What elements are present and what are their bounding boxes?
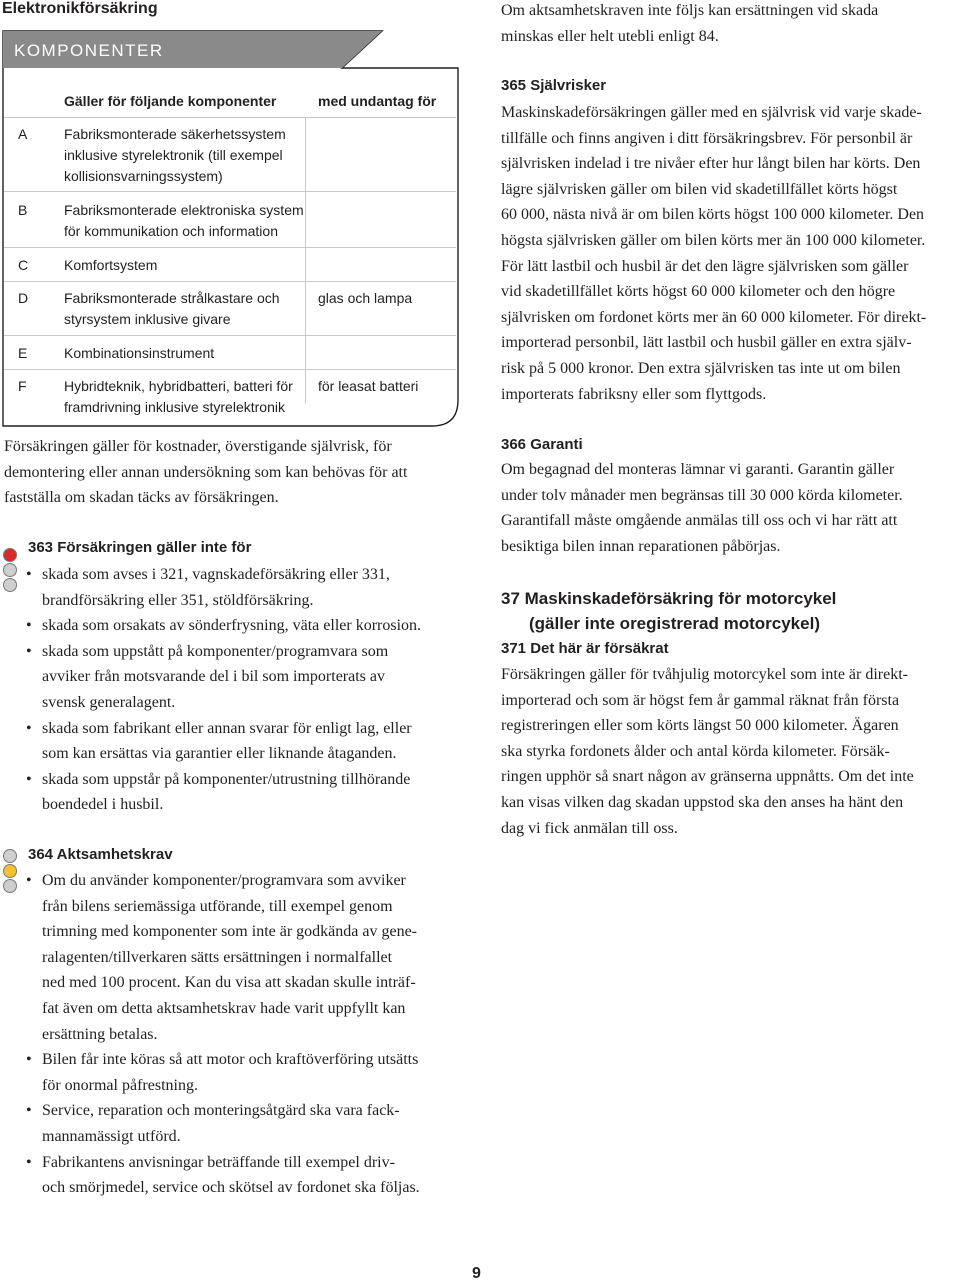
row-divider bbox=[4, 117, 456, 118]
section-371-heading: 371 Det här är försäkrat bbox=[501, 640, 669, 657]
aktsamhet-continuation: Om aktsamhetskraven inte följs kan ersättningen vid skada minskas eller helt utebli enligt 84. bbox=[501, 2, 879, 45]
col-header-except: med undantag för bbox=[318, 93, 437, 109]
row-letter: A bbox=[18, 126, 28, 142]
section-365-text: Maskinskadeförsäkringen gäller med en självrisk vid varje skade- tillfälle och finns angiven i ditt försäkringsbrev. För personbil är självrisken indelad i tre nivåer efter hur långt bilen har körts. Den lägre självrisken gäller om bilen vid skadetillfället körts högst 60 000, nästa nivå är om bilen körts högst 100 000 kilometer. Den högsta självrisken gäller om bilen körts mer än 100 000 kilometer. För lätt lastbil och husbil är det den lägre självrisken som gäller vid skadetillfället körts högst 60 000 kilometer och den högre självrisken om fordonet körts mer än 60 000 kilometer. För direkt- importerad personbil, lätt lastbil och husbil gäller en extra själv- risk på 5 000 kronor. Den extra självrisken tas inte ut om bilen importerats fabriksny eller som flyttgods. bbox=[501, 104, 927, 403]
list-item: • skada som fabrikant eller annan svarar för enligt lag, eller som kan ersättas via garantier eller liknande åtaganden. bbox=[24, 716, 464, 767]
list-item: • Fabrikantens anvisningar beträffande till exempel driv- och smörjmedel, service och skötsel av fordonet ska följas. bbox=[24, 1150, 464, 1201]
row-divider bbox=[4, 247, 456, 248]
traffic-light-red-icon bbox=[3, 548, 17, 593]
section-371-text: Försäkringen gäller för tvåhjulig motorcykel som inte är direkt- importerad och som är högst fem år gammal räknat från första registreringen eller som körts längst 50 000 kilometer. Ägaren ska styrka fordonets ålder och antal körda kilometer. Försäk- ringen upphör så snart någon av gränserna uppnåtts. Om det inte kan visas vilken dag skadan uppstod ska den anses ha hänt den dag vi fick anmälan till oss. bbox=[501, 666, 914, 837]
section-363-heading: 363 Försäkringen gäller inte för bbox=[28, 539, 252, 556]
page-header-title: Elektronikförsäkring bbox=[2, 0, 158, 17]
list-item: • Service, reparation och monteringsåtgärd ska vara fack- mannamässigt utförd. bbox=[24, 1098, 464, 1149]
list-item: • skada som uppstår på komponenter/utrustning tillhörande boendedel i husbil. bbox=[24, 767, 464, 818]
section-366-text: Om begagnad del monteras lämnar vi garanti. Garantin gäller under tolv månader men begränsas till 30 000 körda kilometer. Garantifall måste omgående anmälas till oss och vi har rätt att besiktiga bilen innan reparationen påbörjas. bbox=[501, 461, 903, 555]
list-item: • Om du använder komponenter/programvara som avviker från bilens seriemässiga utförande, till exempel genom trimning med komponenter som inte är godkända av gene- ralagenten/tillverkaren sätts ersättningen i normalfallet ned med 100 procent. Kan du visa att skadan skulle inträf- fat även om detta aktsamhetskrav hade varit uppfyllt kan ersättning betalas. bbox=[24, 868, 464, 1047]
list-item: • skada som uppstått på komponenter/programvara som avviker från motsvarande del i bil som importerats av svensk generalagent. bbox=[24, 639, 464, 716]
traffic-light-yellow-icon bbox=[3, 849, 17, 894]
row-divider bbox=[4, 191, 456, 192]
row-description: Kombinationsinstrument bbox=[64, 345, 215, 361]
section-363-list bbox=[24, 562, 464, 818]
row-letter: E bbox=[18, 345, 28, 361]
section-364-list bbox=[24, 868, 464, 1201]
row-divider bbox=[4, 369, 456, 370]
column-divider bbox=[305, 117, 306, 403]
components-title: KOMPONENTER bbox=[14, 41, 164, 60]
row-letter: D bbox=[18, 290, 29, 306]
row-divider bbox=[4, 281, 456, 282]
col-header-applies: Gäller för följande komponenter bbox=[64, 93, 277, 109]
row-letter: F bbox=[18, 378, 27, 394]
section-364-heading: 364 Aktsamhetskrav bbox=[28, 846, 173, 863]
section-366-heading: 366 Garanti bbox=[501, 436, 583, 453]
row-divider bbox=[4, 335, 456, 336]
intro-paragraph: Försäkringen gäller för kostnader, överstigande självrisk, för demontering eller annan undersökning som kan behövas för att fastställa om skadan täcks av försäkringen. bbox=[4, 438, 408, 507]
row-description: Fabriksmonterade säkerhetssystem inklusive styrelektronik (till exempel kollisionsvarningssystem) bbox=[64, 126, 286, 184]
row-description: Hybridteknik, hybridbatteri, batteri för framdrivning inklusive styrelektronik bbox=[64, 378, 293, 415]
row-letter: B bbox=[18, 202, 28, 218]
row-description: Komfortsystem bbox=[64, 257, 158, 273]
section-37-heading: 37 Maskinskadeförsäkring för motorcykel (gäller inte oregistrerad motorcykel) bbox=[501, 589, 837, 633]
row-letter: C bbox=[18, 257, 29, 273]
row-exception: för leasat batteri bbox=[318, 378, 419, 394]
row-description: Fabriksmonterade elektroniska system för kommunikation och information bbox=[64, 202, 304, 239]
list-item: • Bilen får inte köras så att motor och kraftöverföring utsätts för onormal påfrestning. bbox=[24, 1047, 464, 1098]
list-item: • skada som avses i 321, vagnskadeförsäkring eller 331, brandförsäkring eller 351, stöldförsäkring. bbox=[24, 562, 464, 613]
section-365-heading: 365 Självrisker bbox=[501, 77, 607, 94]
page-number: 9 bbox=[472, 1265, 481, 1282]
row-description: Fabriksmonterade strålkastare och styrsystem inklusive givare bbox=[64, 290, 280, 327]
list-item: • skada som orsakats av sönderfrysning, väta eller korrosion. bbox=[24, 613, 464, 639]
row-exception: glas och lampa bbox=[318, 290, 413, 306]
